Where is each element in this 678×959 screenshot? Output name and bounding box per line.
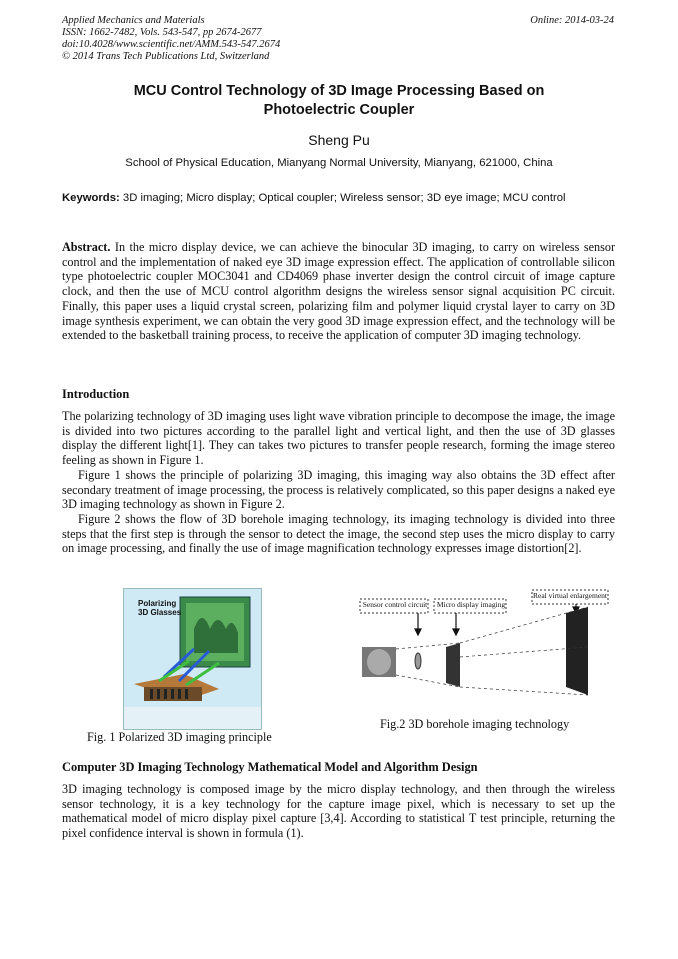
- keywords-label: Keywords:: [62, 192, 120, 204]
- journal-name: Applied Mechanics and Materials: [62, 15, 205, 26]
- abstract-text: In the micro display device, we can achieve the binocular 3D imaging, to carry on wireless sensor control and the implementation of naked eye 3D image expression effect. The application of controllable silicon type photoelectric coupler MOC3041 and CD4069 phase inverter design the control circuit of image capture clock, and then the use of MCU control algorithm designs the wireless sensor signal acquisition PC circuit. Finally, this paper uses a liquid crystal screen, polarizing film and polymer liquid crystal layer to carry on 3D image synthesis experiment, we can obtain the very good 3D image expression effect, and the technology will be extended to the basketball training process, to receive the application of computer 3D imaging technology.: [62, 240, 615, 343]
- intro-paragraph-2: Figure 1 shows the principle of polarizing 3D imaging, this imaging way also obtains the 3D effect after secondary treatment of image processing, the process is relatively complicated, so this paper designs a naked eye 3D imaging technology as shown in Figure 2.: [62, 467, 615, 512]
- doi: doi:10.4028/www.scientific.net/AMM.543-547.2674: [62, 39, 281, 50]
- figure-1-caption: Fig. 1 Polarized 3D imaging principle: [87, 730, 272, 744]
- copyright: © 2014 Trans Tech Publications Ltd, Switzerland: [62, 51, 270, 62]
- intro-heading: Introduction: [62, 387, 130, 401]
- figure-1-label: Polarizing 3D Glasses: [138, 599, 182, 617]
- section-2-body: [62, 782, 615, 841]
- projection-lines: [396, 607, 588, 695]
- title-line-2: Photoelectric Coupler: [263, 102, 415, 118]
- intro-body: [62, 409, 615, 556]
- enlargement-label: Real virtual enlargement: [533, 591, 608, 600]
- section-2-heading: Computer 3D Imaging Technology Mathematical Model and Algorithm Design: [62, 760, 478, 774]
- micro-display: [446, 643, 460, 687]
- keywords: [62, 191, 615, 205]
- micro-display-label: Micro display imaging: [436, 600, 506, 609]
- journal-header: [62, 15, 280, 63]
- abstract: [62, 240, 615, 343]
- affiliation: School of Physical Education, Mianyang Normal University, Mianyang, 621000, China: [125, 157, 553, 169]
- paper-title: [62, 82, 616, 120]
- title-line-1: MCU Control Technology of 3D Image Processing Based on: [133, 83, 545, 99]
- section-2-paragraph-1: 3D imaging technology is composed image by the micro display technology, and then through the wireless sensor technology, it is a key technology for the capture image pixel, which is necessary to set up the mathematical model of micro display pixel capture [3,4]. According to statistical T test principle, returning the pixel confidence interval is shown in formula (1).: [62, 782, 615, 841]
- figure-1-image: [123, 588, 262, 730]
- keywords-text: 3D imaging; Micro display; Optical coupler; Wireless sensor; 3D eye image; MCU control: [122, 192, 566, 204]
- figure-2-caption: Fig.2 3D borehole imaging technology: [380, 717, 570, 731]
- enlarged-image: [566, 607, 588, 695]
- lens: [415, 653, 421, 669]
- intro-paragraph-3: Figure 2 shows the flow of 3D borehole imaging technology, its imaging technology is divided into three steps that the first step is through the sensor to detect the image, the second step uses the micro display to carry on image processing, and finally the use of image magnification technology expresses image distortion[2].: [62, 511, 615, 556]
- issn: ISSN: 1662-7482, Vols. 543-547, pp 2674-2677: [62, 27, 262, 38]
- author: Sheng Pu: [308, 132, 370, 148]
- abstract-label: Abstract.: [62, 240, 111, 254]
- online-date: Online: 2014-03-24: [530, 15, 614, 26]
- intro-paragraph-1: The polarizing technology of 3D imaging uses light wave vibration principle to decompose the image, the image is divided into two pictures according to the parallel light and vertical light, and then the use of 3D glasses display the different light[1]. They can takes two pictures to transfer people research, forming the image stereo feeling as shown in Figure 1.: [62, 409, 615, 468]
- sensor-control-label: Sensor control circuit: [362, 600, 428, 609]
